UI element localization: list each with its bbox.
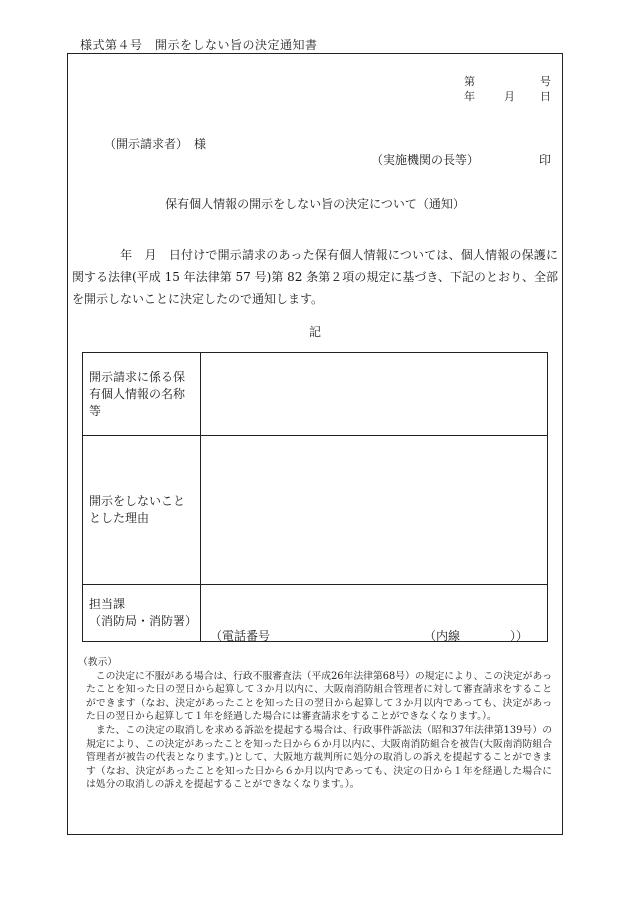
appeal-notice [78,656,552,792]
appeal-notice-heading: （教示） [78,657,118,668]
closing-parens: ）） [510,629,529,643]
department-label-line2: （消防局・消防署） [89,614,198,628]
addressee: （開示請求者） 様 [104,137,207,151]
ki-heading: 記 [308,325,321,339]
info-name-value [201,353,548,436]
agency-head: （実施機関の長等） [371,153,480,167]
department-label-line1: 担当課 [89,597,126,611]
date-day: 日 [540,90,551,103]
details-table [82,352,548,642]
notice-subject: 保有個人情報の開示をしない旨の決定について（通知） [165,197,465,211]
reason-value [201,436,548,585]
appeal-notice-paragraph-1: この決定に不服がある場合は、行政不服審査法（平成26年法律第68号）の規定により、この決定があったことを知った日の翌日から起算して３か月以内に、大阪南消防組合管理者に対して審査請求をすることができます（なお、決定があったことを知った日の翌日から起算して３か月以内であっても、決定があった日の翌日から起算して１年を経過した場合には審査請求をすることができなくなります。）。 [86,670,552,723]
reason-label: 開示をしないこととした理由 [83,436,201,585]
extension-label: （内線 [424,629,461,643]
table-row [83,436,548,585]
document-number-label: 第 [464,75,475,88]
info-name-label: 開示請求に係る保有個人情報の名称等 [83,353,201,436]
form-title: 様式第４号 開示をしない旨の決定通知書 [80,38,318,52]
phone-label: （電話番号 [210,629,271,643]
department-label [83,585,201,642]
date-month: 月 [504,90,515,103]
date-year: 年 [464,90,475,103]
table-row [83,353,548,436]
table-row [83,585,548,642]
appeal-notice-paragraph-2: また、この決定の取消しを求める訴訟を提起する場合は、行政事件訴訟法（昭和37年法律第139号）の規定により、この決定があったことを知った日から６か月以内に、大阪南消防組合を被告(大阪南消防組合管理者が被告の代表となります。)として、大阪地方裁判所に処分の取消しの訴えを提起することができます（なお、決定があったことを知った日から６か月以内であっても、決定の日から１年を経過した場合には処分の取消しの訴えを提起することができなくなります。）。 [86,724,552,791]
document-number-suffix: 号 [540,75,551,88]
notice-body [72,244,558,310]
seal-mark: 印 [539,153,552,167]
notice-body-text: 年 月 日付けで開示請求のあった保有個人情報については、個人情報の保護に関する法律(平成 15 年法律第 57 号)第 82 条第２項の規定に基づき、下記のとおり、全部を開示しないことに決定したので通知します。 [72,248,558,306]
